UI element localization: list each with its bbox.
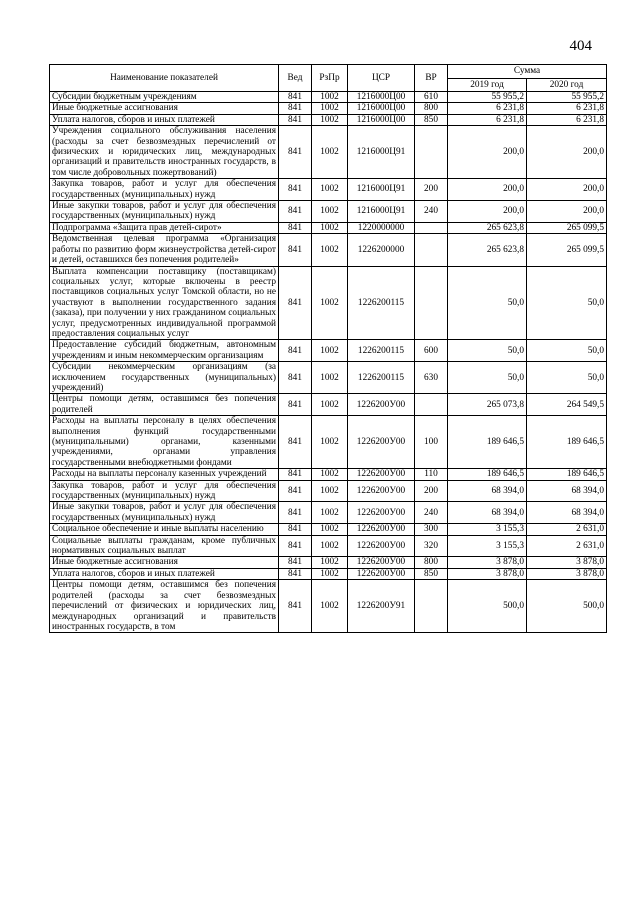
header-name: Наименование показателей: [50, 65, 279, 92]
table-row: [50, 535, 607, 557]
row-csr: 1226200У00: [348, 557, 415, 568]
row-rzpr: 1002: [312, 201, 348, 223]
row-ved: 841: [279, 394, 312, 416]
row-rzpr: 1002: [312, 179, 348, 201]
row-sum-2020: 264 549,5: [527, 394, 607, 416]
row-sum-2019: 68 394,0: [448, 502, 527, 524]
table-row: [50, 557, 607, 568]
row-sum-2020: 189 646,5: [527, 416, 607, 469]
table-row: [50, 580, 607, 633]
header-sum: Сумма: [448, 65, 607, 79]
header-vr: ВР: [415, 65, 448, 92]
row-sum-2020: 6 231,8: [527, 114, 607, 125]
row-csr: 1226200115: [348, 362, 415, 394]
row-ved: 841: [279, 568, 312, 579]
row-sum-2020: 189 646,5: [527, 469, 607, 480]
row-csr: 1216000Ц00: [348, 114, 415, 125]
row-name: Расходы на выплаты персоналу казенных учреждений: [50, 469, 279, 480]
row-sum-2019: 265 073,8: [448, 394, 527, 416]
row-vr: 100: [415, 416, 448, 469]
table-row: [50, 362, 607, 394]
table-row: [50, 234, 607, 266]
row-sum-2019: 50,0: [448, 266, 527, 340]
row-sum-2020: 2 631,0: [527, 524, 607, 535]
row-rzpr: 1002: [312, 416, 348, 469]
row-csr: 1226200У00: [348, 469, 415, 480]
row-name: Ведомственная целевая программа «Организация работы по развитию форм жизнеустройства детей-сирот и детей, оставшихся без попечения родителей»: [50, 234, 279, 266]
row-rzpr: 1002: [312, 362, 348, 394]
row-sum-2019: 200,0: [448, 201, 527, 223]
row-sum-2020: 200,0: [527, 179, 607, 201]
row-vr: 200: [415, 480, 448, 502]
row-csr: 1226200У00: [348, 568, 415, 579]
row-name: Иные бюджетные ассигнования: [50, 103, 279, 114]
row-name: Подпрограмма «Защита прав детей-сирот»: [50, 222, 279, 233]
row-vr: [415, 222, 448, 233]
row-sum-2020: 68 394,0: [527, 502, 607, 524]
row-name: Субсидии некоммерческим организациям (за исключением государственных (муниципальных) учреждений): [50, 362, 279, 394]
table-row: [50, 524, 607, 535]
row-sum-2019: 6 231,8: [448, 103, 527, 114]
table-row: [50, 568, 607, 579]
row-name: Социальные выплаты гражданам, кроме публичных нормативных социальных выплат: [50, 535, 279, 557]
row-rzpr: 1002: [312, 568, 348, 579]
row-rzpr: 1002: [312, 340, 348, 362]
row-ved: 841: [279, 234, 312, 266]
row-sum-2019: 3 878,0: [448, 557, 527, 568]
row-sum-2019: 265 623,8: [448, 234, 527, 266]
table-row: [50, 480, 607, 502]
row-vr: 320: [415, 535, 448, 557]
row-sum-2020: 3 878,0: [527, 568, 607, 579]
row-ved: 841: [279, 103, 312, 114]
row-rzpr: 1002: [312, 480, 348, 502]
row-sum-2020: 3 878,0: [527, 557, 607, 568]
table-row: [50, 103, 607, 114]
row-sum-2019: 50,0: [448, 340, 527, 362]
row-vr: 110: [415, 469, 448, 480]
row-ved: 841: [279, 469, 312, 480]
row-rzpr: 1002: [312, 92, 348, 103]
row-sum-2019: 189 646,5: [448, 469, 527, 480]
row-sum-2020: 68 394,0: [527, 480, 607, 502]
row-csr: 1226200000: [348, 234, 415, 266]
row-ved: 841: [279, 580, 312, 633]
row-vr: [415, 394, 448, 416]
row-rzpr: 1002: [312, 557, 348, 568]
page-number: 404: [569, 38, 592, 54]
row-csr: 1216000Ц91: [348, 179, 415, 201]
row-csr: 1226200У00: [348, 535, 415, 557]
row-name: Уплата налогов, сборов и иных платежей: [50, 114, 279, 125]
row-name: Центры помощи детям, оставшимся без попечения родителей (расходы за счет безвозмездных перечислений от физических и юридических лиц, международных организаций и правительств иностранных государств, в том: [50, 580, 279, 633]
table-row: [50, 179, 607, 201]
table-body: [50, 92, 607, 633]
row-vr: 850: [415, 114, 448, 125]
row-ved: 841: [279, 340, 312, 362]
row-sum-2019: 500,0: [448, 580, 527, 633]
row-ved: 841: [279, 524, 312, 535]
row-ved: 841: [279, 201, 312, 223]
row-vr: [415, 234, 448, 266]
row-vr: 850: [415, 568, 448, 579]
row-name: Расходы на выплаты персоналу в целях обеспечения выполнения функций государственными (муниципальными) органами, казенными учреждениями, органами управления государственными внебюджетными фондами: [50, 416, 279, 469]
row-csr: 1226200У91: [348, 580, 415, 633]
row-name: Закупка товаров, работ и услуг для обеспечения государственных (муниципальных) нужд: [50, 179, 279, 201]
row-vr: 800: [415, 557, 448, 568]
table-row: [50, 114, 607, 125]
row-vr: 300: [415, 524, 448, 535]
row-csr: 1226200115: [348, 266, 415, 340]
row-rzpr: 1002: [312, 126, 348, 179]
row-sum-2020: 6 231,8: [527, 103, 607, 114]
row-csr: 1220000000: [348, 222, 415, 233]
row-rzpr: 1002: [312, 234, 348, 266]
row-vr: [415, 580, 448, 633]
row-sum-2020: 50,0: [527, 266, 607, 340]
row-sum-2020: 265 099,5: [527, 222, 607, 233]
table-row: [50, 394, 607, 416]
row-name: Социальное обеспечение и иные выплаты населению: [50, 524, 279, 535]
table-row: [50, 201, 607, 223]
row-rzpr: 1002: [312, 103, 348, 114]
row-vr: 240: [415, 201, 448, 223]
table-row: [50, 502, 607, 524]
table-row: [50, 340, 607, 362]
row-name: Уплата налогов, сборов и иных платежей: [50, 568, 279, 579]
row-sum-2020: 55 955,2: [527, 92, 607, 103]
row-sum-2020: 200,0: [527, 201, 607, 223]
row-ved: 841: [279, 222, 312, 233]
row-ved: 841: [279, 557, 312, 568]
row-ved: 841: [279, 114, 312, 125]
table-row: [50, 126, 607, 179]
header-ved: Вед: [279, 65, 312, 92]
row-vr: 240: [415, 502, 448, 524]
row-csr: 1226200У00: [348, 480, 415, 502]
budget-table: [49, 64, 607, 633]
row-vr: [415, 266, 448, 340]
row-vr: 630: [415, 362, 448, 394]
table-row: [50, 266, 607, 340]
header-rzpr: РзПр: [312, 65, 348, 92]
row-vr: 200: [415, 179, 448, 201]
row-csr: 1226200У00: [348, 502, 415, 524]
row-name: Иные закупки товаров, работ и услуг для обеспечения государственных (муниципальных) нужд: [50, 201, 279, 223]
row-vr: 800: [415, 103, 448, 114]
row-csr: 1226200У00: [348, 416, 415, 469]
row-rzpr: 1002: [312, 580, 348, 633]
row-name: Учреждения социального обслуживания населения (расходы за счет безвозмездных перечислений от физических и юридических лиц, международных организаций и правительств иностранных государств, в том числе добровольных пожертвований): [50, 126, 279, 179]
row-ved: 841: [279, 179, 312, 201]
row-vr: 610: [415, 92, 448, 103]
row-name: Закупка товаров, работ и услуг для обеспечения государственных (муниципальных) нужд: [50, 480, 279, 502]
row-sum-2019: 3 878,0: [448, 568, 527, 579]
row-rzpr: 1002: [312, 502, 348, 524]
row-ved: 841: [279, 362, 312, 394]
row-csr: 1226200У00: [348, 394, 415, 416]
row-sum-2019: 3 155,3: [448, 535, 527, 557]
row-sum-2019: 6 231,8: [448, 114, 527, 125]
row-ved: 841: [279, 126, 312, 179]
row-sum-2019: 50,0: [448, 362, 527, 394]
row-sum-2019: 55 955,2: [448, 92, 527, 103]
row-rzpr: 1002: [312, 114, 348, 125]
table-row: [50, 92, 607, 103]
row-sum-2020: 265 099,5: [527, 234, 607, 266]
header-year-2020: 2020 год: [527, 79, 607, 92]
row-rzpr: 1002: [312, 222, 348, 233]
row-vr: [415, 126, 448, 179]
row-sum-2020: 50,0: [527, 340, 607, 362]
row-ved: 841: [279, 92, 312, 103]
row-sum-2019: 265 623,8: [448, 222, 527, 233]
row-name: Выплата компенсации поставщику (поставщикам) социальных услуг, которые включены в реестр поставщиков социальных услуг Томской области, но не участвуют в выполнении государственного задания (заказа), при получении у них гражданином социальных услуг, предусмотренных индивидуальной программой предоставления социальных услуг: [50, 266, 279, 340]
row-csr: 1216000Ц00: [348, 92, 415, 103]
row-name: Субсидии бюджетным учреждениям: [50, 92, 279, 103]
row-vr: 600: [415, 340, 448, 362]
header-csr: ЦСР: [348, 65, 415, 92]
row-ved: 841: [279, 480, 312, 502]
row-sum-2019: 68 394,0: [448, 480, 527, 502]
table-row: [50, 469, 607, 480]
row-rzpr: 1002: [312, 535, 348, 557]
row-sum-2019: 200,0: [448, 126, 527, 179]
row-sum-2019: 200,0: [448, 179, 527, 201]
row-sum-2020: 50,0: [527, 362, 607, 394]
row-ved: 841: [279, 416, 312, 469]
row-rzpr: 1002: [312, 524, 348, 535]
row-name: Центры помощи детям, оставшимся без попечения родителей: [50, 394, 279, 416]
row-ved: 841: [279, 502, 312, 524]
row-name: Иные закупки товаров, работ и услуг для обеспечения государственных (муниципальных) нужд: [50, 502, 279, 524]
row-csr: 1226200115: [348, 340, 415, 362]
row-sum-2020: 200,0: [527, 126, 607, 179]
row-sum-2020: 2 631,0: [527, 535, 607, 557]
row-csr: 1226200У00: [348, 524, 415, 535]
table-row: [50, 222, 607, 233]
header-year-2019: 2019 год: [448, 79, 527, 92]
row-sum-2019: 3 155,3: [448, 524, 527, 535]
row-rzpr: 1002: [312, 469, 348, 480]
row-rzpr: 1002: [312, 266, 348, 340]
row-name: Иные бюджетные ассигнования: [50, 557, 279, 568]
row-sum-2019: 189 646,5: [448, 416, 527, 469]
row-csr: 1216000Ц91: [348, 201, 415, 223]
table-row: [50, 416, 607, 469]
row-name: Предоставление субсидий бюджетным, автономным учреждениям и иным некоммерческим организациям: [50, 340, 279, 362]
row-csr: 1216000Ц00: [348, 103, 415, 114]
row-ved: 841: [279, 535, 312, 557]
row-ved: 841: [279, 266, 312, 340]
row-csr: 1216000Ц91: [348, 126, 415, 179]
row-sum-2020: 500,0: [527, 580, 607, 633]
row-rzpr: 1002: [312, 394, 348, 416]
